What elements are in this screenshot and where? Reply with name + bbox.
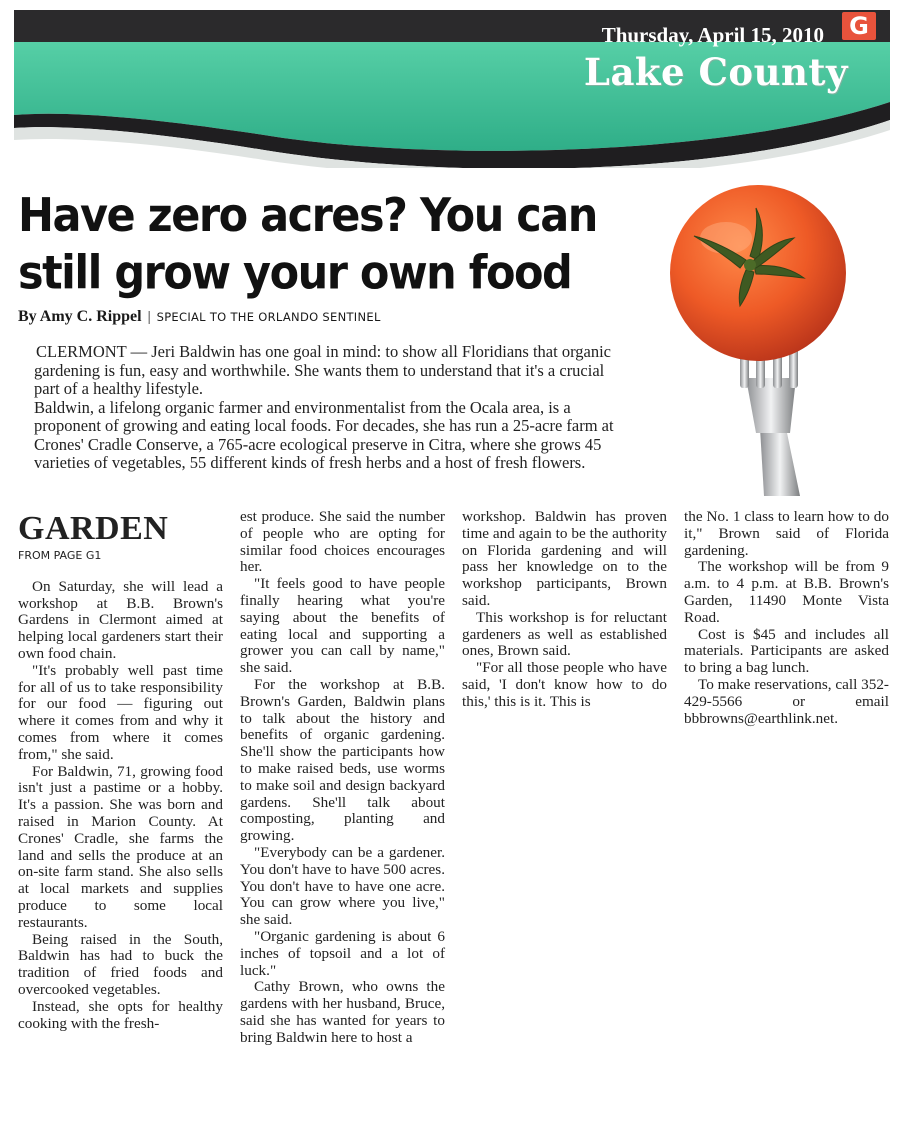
byline-separator: | xyxy=(147,309,151,325)
byline-author: By Amy C. Rippel xyxy=(18,308,142,325)
section-title: Lake County xyxy=(583,50,848,94)
lede-paragraph: CLERMONT — Jeri Baldwin has one goal in mind: to show all Floridians that organic gardening is fun, easy and worthwhile. She wants them to understand that it's a crucial part of a healthy lifestyle. xyxy=(34,342,612,398)
tomato-fork-icon xyxy=(628,178,888,496)
byline xyxy=(18,308,381,326)
body-paragraph: workshop. Baldwin has proven time and again to be the authority on Florida gardening and will pass her knowledge on to the workshop participants, Brown said. xyxy=(462,508,667,609)
body-paragraph: "Organic gardening is about 6 inches of topsoil and a lot of luck." xyxy=(240,927,445,979)
body-paragraph: To make reservations, call 352-429-5566 or email bbbrowns@earthlink.net. xyxy=(684,675,889,727)
body-paragraph: The workshop will be from 9 a.m. to 4 p.m. at B.B. Brown's Garden, 11490 Monte Vista Road. xyxy=(684,558,889,626)
body-paragraph: For the workshop at B.B. Brown's Garden, Baldwin plans to talk about the history and benefits of organic gardening. She'll show the participants how to make raised beds, use worms to make soil and design backyard gardens. She'll talk about composting, planting and growing. xyxy=(240,675,445,845)
body-paragraph: Being raised in the South, Baldwin has had to buck the tradition of fried foods and overcooked vegetables. xyxy=(18,930,223,998)
article-column-3 xyxy=(462,509,667,711)
body-paragraph: the No. 1 class to learn how to do it," Brown said of Florida gardening. xyxy=(684,508,889,559)
article-column-4 xyxy=(684,509,889,727)
lede-paragraph: Baldwin, a lifelong organic farmer and environmentalist from the Ocala area, is a proponent of growing and eating local foods. For decades, she has run a 25-acre farm at Crones' Cradle Conserve, a 765-acre ecological preserve in Citra, where she grows 45 varieties of vegetables, 55 different kinds of fresh herbs and a host of fresh flowers. xyxy=(34,397,614,472)
jump-from-label: FROM PAGE G1 xyxy=(18,549,102,562)
article-headline: Have zero acres? You can still grow your own food xyxy=(18,189,597,301)
section-g-logo: G xyxy=(842,12,876,40)
article-column-2 xyxy=(240,509,445,1047)
body-paragraph: Cathy Brown, who owns the gardens with her husband, Bruce, said she has wanted for years to bring Baldwin here to host a xyxy=(240,978,445,1046)
body-paragraph: This workshop is for reluctant gardeners as well as established ones, Brown said. xyxy=(462,608,667,660)
body-paragraph: "Everybody can be a gardener. You don't have to have 500 acres. You don't have to have one acre. You can grow where you live," she said. xyxy=(240,843,445,929)
body-paragraph: "It feels good to have people finally hearing what you're saying about the benefits of eating local and supporting a grower you can call by name," she said. xyxy=(240,575,445,677)
body-paragraph: For Baldwin, 71, growing food isn't just a pastime or a hobby. It's a passion. She was born and raised in Marion County. At Crones' Cradle, she farms the land and sells the produce at an on-site farm stand. She also sells at local markets and supplies produce to some local restaurants. xyxy=(18,762,223,931)
body-paragraph: Cost is $45 and includes all materials. Participants are asked to bring a bag lunch. xyxy=(684,625,889,677)
body-paragraph: "For all those people who have said, 'I don't know how to do this,' this is it. This is xyxy=(462,659,667,710)
byline-affiliation: SPECIAL TO THE ORLANDO SENTINEL xyxy=(156,310,381,324)
article-lede xyxy=(34,343,619,473)
body-paragraph: Instead, she opts for healthy cooking with the fresh- xyxy=(18,997,223,1032)
dateline: Thursday, April 15, 2010 xyxy=(601,23,824,47)
body-paragraph: "It's probably well past time for all of us to take responsibility for our food — figuring out where it comes from and why it comes from where it comes from," she said. xyxy=(18,661,223,763)
body-paragraph: On Saturday, she will lead a workshop at B.B. Brown's Gardens in Clermont aimed at helping local gardeners start their own food chain. xyxy=(18,577,223,662)
body-paragraph: est produce. She said the number of people who are opting for similar food choices encourages her. xyxy=(240,508,445,576)
tomato-on-fork-photo xyxy=(628,178,888,496)
article-column-1 xyxy=(18,512,223,1032)
jump-headline: GARDEN xyxy=(18,510,169,547)
